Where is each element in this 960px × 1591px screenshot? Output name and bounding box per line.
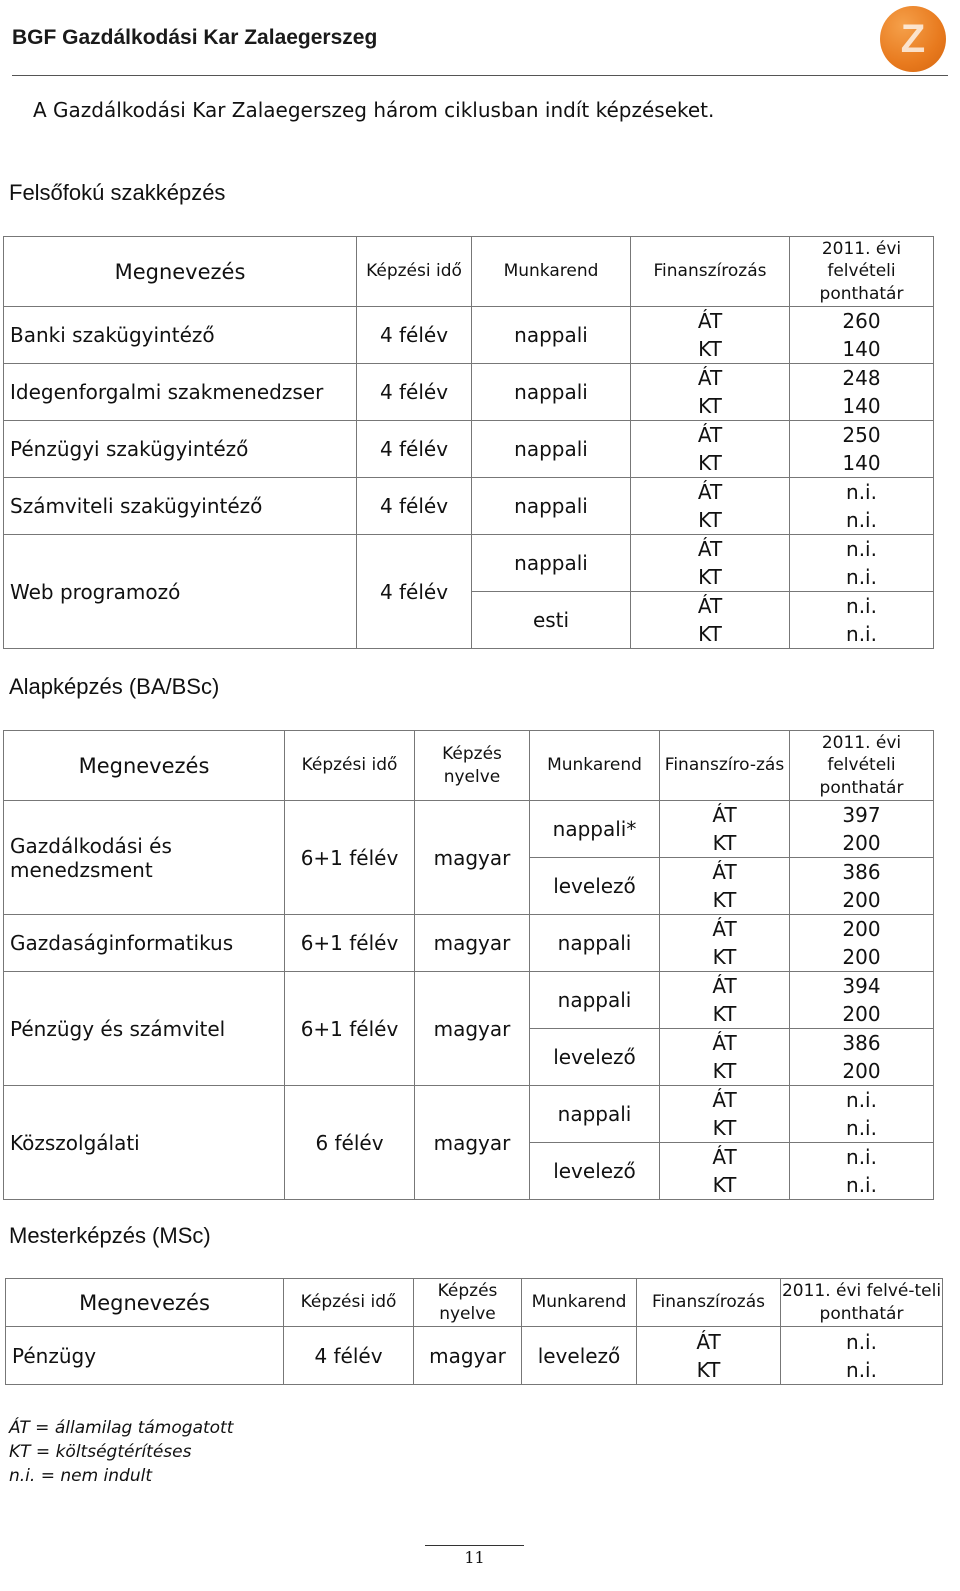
header-title: BGF Gazdálkodási Kar Zalaegerszeg	[12, 26, 378, 49]
col-header-name: Megnevezés	[4, 731, 285, 801]
threshold-kt: n.i.	[846, 1173, 877, 1197]
threshold-at: 260	[842, 309, 881, 333]
table-szakkepzes	[3, 236, 934, 649]
threshold-kt: n.i.	[846, 1116, 877, 1140]
section-title-szakkepzes: Felsőfokú szakképzés	[9, 180, 226, 205]
logo	[880, 6, 946, 72]
threshold-at: 386	[842, 1031, 881, 1055]
threshold	[790, 1029, 934, 1086]
schedule: levelező	[530, 1143, 660, 1200]
table-header-row	[6, 1279, 943, 1327]
program-name: Banki szakügyintéző	[4, 307, 357, 364]
funding	[637, 1327, 781, 1385]
col-header-threshold: 2011. évi felvételi ponthatár	[790, 237, 934, 307]
duration: 4 félév	[284, 1327, 414, 1385]
col-header-schedule: Munkarend	[472, 237, 631, 307]
program-name: Gazdaságinformatikus	[4, 915, 285, 972]
funding-kt: KT	[712, 888, 737, 912]
threshold-at: n.i.	[846, 1145, 877, 1169]
funding-kt: KT	[698, 508, 722, 532]
language: magyar	[414, 1327, 522, 1385]
funding	[631, 535, 790, 592]
intro-text: A Gazdálkodási Kar Zalaegerszeg három ciklusban indít képzéseket.	[33, 98, 715, 122]
funding-kt: KT	[712, 1059, 737, 1083]
col-header-duration: Képzési idő	[284, 1279, 414, 1327]
threshold-kt: 200	[842, 945, 881, 969]
threshold-kt: 140	[842, 394, 881, 418]
duration: 6+1 félév	[285, 972, 415, 1086]
funding	[631, 592, 790, 649]
funding-kt: KT	[698, 451, 722, 475]
threshold-kt: n.i.	[846, 565, 877, 589]
schedule: nappali	[472, 364, 631, 421]
threshold-kt: 200	[842, 1002, 881, 1026]
schedule: nappali	[530, 1086, 660, 1143]
program-name: Pénzügy és számvitel	[4, 972, 285, 1086]
program-name: Gazdálkodási és menedzsment	[4, 801, 285, 915]
col-header-duration: Képzési idő	[285, 731, 415, 801]
schedule: nappali	[472, 478, 631, 535]
duration: 6+1 félév	[285, 915, 415, 972]
schedule: nappali	[530, 972, 660, 1029]
col-header-language: Képzés nyelve	[414, 1279, 522, 1327]
funding-at: ÁT	[697, 423, 723, 447]
threshold-at: n.i.	[846, 1329, 877, 1354]
header-divider	[12, 75, 948, 76]
funding	[631, 478, 790, 535]
threshold	[790, 535, 934, 592]
program-name: Közszolgálati	[4, 1086, 285, 1200]
threshold-at: 248	[842, 366, 881, 390]
funding-at: ÁT	[697, 594, 723, 618]
funding-at: ÁT	[712, 1145, 737, 1169]
table-row	[4, 915, 934, 972]
funding-kt: KT	[696, 1357, 721, 1382]
legend-item: ÁT = államilag támogatott	[9, 1418, 234, 1438]
legend	[9, 1416, 233, 1488]
funding	[631, 364, 790, 421]
threshold	[790, 364, 934, 421]
threshold	[790, 1143, 934, 1200]
threshold-kt: 140	[842, 337, 881, 361]
funding-kt: KT	[698, 337, 722, 361]
threshold-at: 386	[842, 860, 881, 884]
table-row	[6, 1327, 943, 1385]
threshold	[781, 1327, 943, 1385]
threshold	[790, 478, 934, 535]
language: magyar	[415, 972, 530, 1086]
col-header-threshold: 2011. évi felvé-teli ponthatár	[781, 1279, 943, 1327]
funding-kt: KT	[712, 1116, 737, 1140]
threshold	[790, 915, 934, 972]
funding	[660, 972, 790, 1029]
col-header-funding: Finanszírozás	[637, 1279, 781, 1327]
threshold-kt: 140	[842, 451, 881, 475]
threshold	[790, 858, 934, 915]
funding-kt: KT	[698, 622, 722, 646]
col-header-language: Képzés nyelve	[415, 731, 530, 801]
funding	[660, 915, 790, 972]
program-name: Idegenforgalmi szakmenedzser	[4, 364, 357, 421]
funding-at: ÁT	[712, 1031, 737, 1055]
table-mesterkepzes	[5, 1278, 943, 1385]
program-name: Számviteli szakügyintéző	[4, 478, 357, 535]
funding-at: ÁT	[712, 917, 737, 941]
funding-at: ÁT	[697, 480, 723, 504]
funding	[660, 858, 790, 915]
funding-kt: KT	[712, 945, 737, 969]
language: magyar	[415, 1086, 530, 1200]
duration: 4 félév	[357, 364, 472, 421]
col-header-name: Megnevezés	[4, 237, 357, 307]
funding-kt: KT	[712, 1173, 737, 1197]
col-header-schedule: Munkarend	[522, 1279, 637, 1327]
threshold-at: 397	[842, 803, 881, 827]
threshold	[790, 1086, 934, 1143]
threshold-kt: n.i.	[846, 508, 877, 532]
threshold-kt: 200	[842, 831, 881, 855]
threshold-kt: 200	[842, 888, 881, 912]
col-header-threshold: 2011. évi felvételi ponthatár	[790, 731, 934, 801]
footer-divider	[425, 1545, 524, 1546]
funding-at: ÁT	[697, 309, 723, 333]
table-header-row	[4, 237, 934, 307]
threshold-at: n.i.	[846, 480, 877, 504]
table-row	[4, 421, 934, 478]
logo-letter: Z	[900, 17, 926, 61]
funding	[660, 1143, 790, 1200]
funding	[631, 421, 790, 478]
funding	[660, 1086, 790, 1143]
language: magyar	[415, 915, 530, 972]
section-title-mesterkepzes: Mesterképzés (MSc)	[9, 1223, 211, 1248]
threshold	[790, 421, 934, 478]
duration: 4 félév	[357, 535, 472, 649]
schedule: levelező	[530, 858, 660, 915]
duration: 4 félév	[357, 307, 472, 364]
duration: 4 félév	[357, 478, 472, 535]
funding	[631, 307, 790, 364]
col-header-name: Megnevezés	[6, 1279, 284, 1327]
threshold	[790, 592, 934, 649]
threshold	[790, 801, 934, 858]
funding-kt: KT	[698, 565, 722, 589]
threshold-kt: n.i.	[846, 1357, 877, 1382]
duration: 6 félév	[285, 1086, 415, 1200]
funding-at: ÁT	[712, 974, 737, 998]
threshold-kt: n.i.	[846, 622, 877, 646]
threshold-at: 250	[842, 423, 881, 447]
schedule: nappali	[472, 421, 631, 478]
threshold-at: n.i.	[846, 1088, 877, 1112]
table-row	[4, 364, 934, 421]
threshold-at: n.i.	[846, 594, 877, 618]
col-header-funding: Finanszírozás	[631, 237, 790, 307]
funding-at: ÁT	[712, 860, 737, 884]
funding-at: ÁT	[697, 537, 723, 561]
program-name: Web programozó	[4, 535, 357, 649]
funding-at: ÁT	[697, 366, 723, 390]
table-row	[4, 535, 934, 592]
table-alapkepzes	[3, 730, 934, 1200]
duration: 4 félév	[357, 421, 472, 478]
table-row	[4, 801, 934, 858]
funding-at: ÁT	[696, 1329, 721, 1354]
table-row	[4, 972, 934, 1029]
funding-at: ÁT	[712, 1088, 737, 1112]
language: magyar	[415, 801, 530, 915]
table-row	[4, 478, 934, 535]
table-row	[4, 1086, 934, 1143]
schedule: nappali	[530, 915, 660, 972]
schedule: levelező	[530, 1029, 660, 1086]
threshold-at: n.i.	[846, 537, 877, 561]
program-name: Pénzügy	[6, 1327, 284, 1385]
col-header-schedule: Munkarend	[530, 731, 660, 801]
table-row	[4, 307, 934, 364]
schedule: nappali	[472, 535, 631, 592]
section-title-alapkepzes: Alapképzés (BA/BSc)	[9, 674, 220, 699]
threshold	[790, 972, 934, 1029]
threshold-at: 394	[842, 974, 881, 998]
schedule: nappali	[472, 307, 631, 364]
col-header-funding: Finanszíro-zás	[660, 731, 790, 801]
legend-item: KT = költségtérítéses	[9, 1442, 192, 1462]
funding-kt: KT	[712, 831, 737, 855]
legend-item: n.i. = nem indult	[9, 1466, 153, 1486]
program-name: Pénzügyi szakügyintéző	[4, 421, 357, 478]
threshold-at: 200	[842, 917, 881, 941]
duration: 6+1 félév	[285, 801, 415, 915]
funding	[660, 801, 790, 858]
funding-kt: KT	[712, 1002, 737, 1026]
col-header-duration: Képzési idő	[357, 237, 472, 307]
funding-at: ÁT	[712, 803, 737, 827]
threshold	[790, 307, 934, 364]
threshold-kt: 200	[842, 1059, 881, 1083]
funding	[660, 1029, 790, 1086]
schedule: nappali*	[530, 801, 660, 858]
schedule: levelező	[522, 1327, 637, 1385]
schedule: esti	[472, 592, 631, 649]
funding-kt: KT	[698, 394, 722, 418]
page-number: 11	[464, 1548, 485, 1567]
table-header-row	[4, 731, 934, 801]
